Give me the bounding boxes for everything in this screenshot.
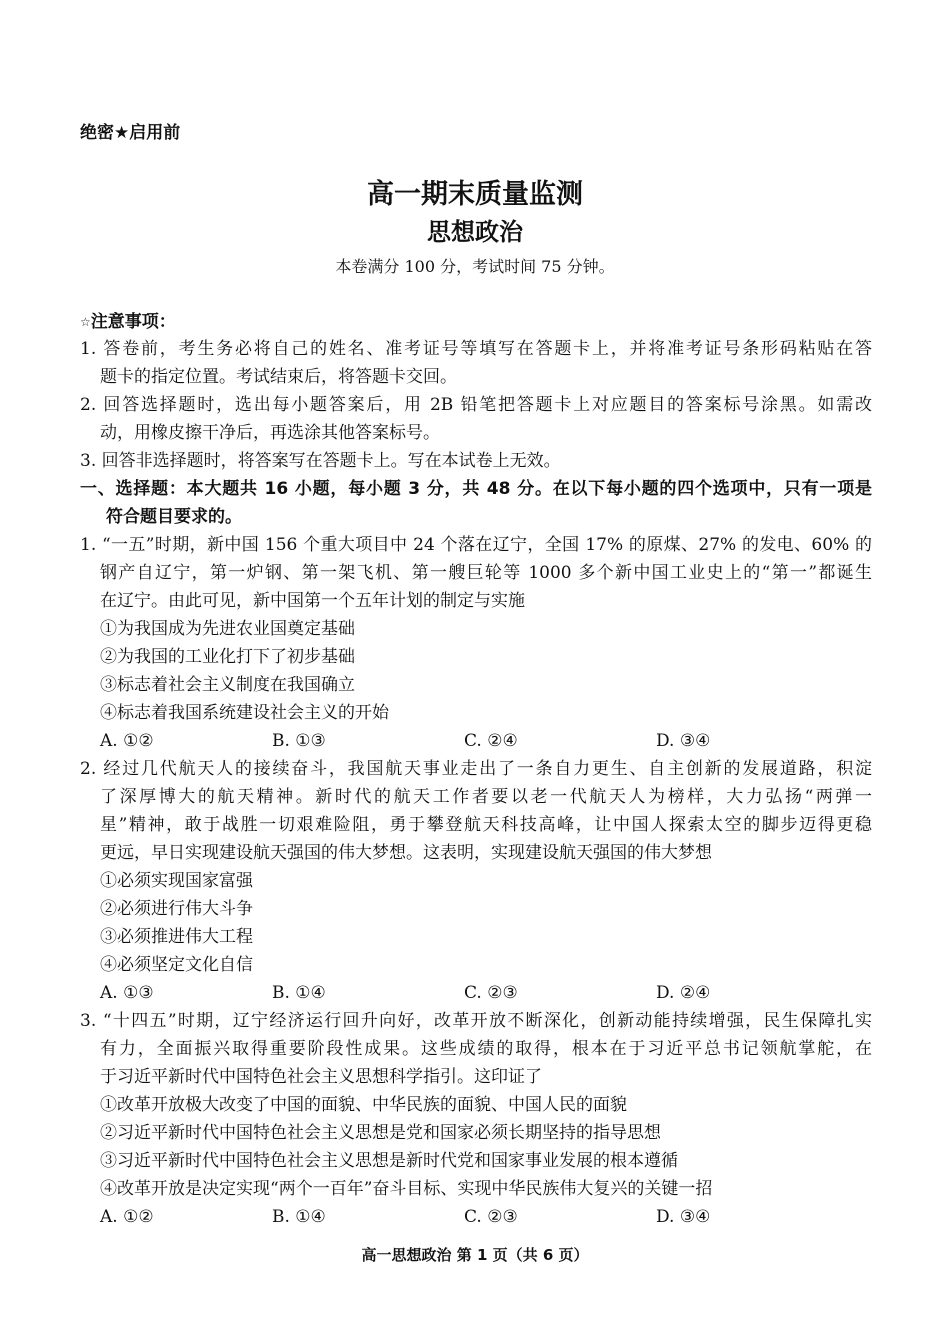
question-1-item: ④标志着我国系统建设社会主义的开始 bbox=[100, 703, 389, 723]
note-1: 1. 答卷前，考生务必将自己的姓名、准考证号等填写在答题卡上，并将准考证号条形码粘贴在答 bbox=[80, 339, 872, 359]
question-2-item: ②必须进行伟大斗争 bbox=[100, 899, 253, 919]
question-2-text: 2. 经过几代航天人的接续奋斗，我国航天事业走出了一条自力更生、自主创新的发展道路，积淀 bbox=[80, 759, 872, 779]
exam-info: 本卷满分 100 分，考试时间 75 分钟。 bbox=[335, 257, 615, 276]
question-3-item: ④改革开放是决定实现“两个一百年”奋斗目标、实现中华民族伟大复兴的关键一招 bbox=[100, 1179, 713, 1199]
question-2-options bbox=[100, 979, 800, 1007]
section-heading-cont: 符合题目要求的。 bbox=[106, 507, 242, 527]
question-2-text: 了深厚博大的航天精神。新时代的航天工作者要以老一代航天人为榜样，大力弘扬“两弹一 bbox=[100, 787, 872, 807]
option-c: C. ②③ bbox=[464, 983, 518, 1003]
question-1-item: ③标志着社会主义制度在我国确立 bbox=[100, 675, 355, 695]
note-2-cont: 动，用橡皮擦干净后，再选涂其他答案标号。 bbox=[100, 423, 440, 443]
note-1-cont: 题卡的指定位置。考试结束后，将答题卡交回。 bbox=[100, 367, 457, 387]
question-3-options bbox=[100, 1203, 800, 1231]
option-a: A. ①③ bbox=[100, 983, 154, 1003]
star-icon: ☆ bbox=[80, 315, 91, 329]
option-b: B. ①④ bbox=[272, 1207, 326, 1227]
question-1-text: 1. “一五”时期，新中国 156 个重大项目中 24 个落在辽宁，全国 17% 的原煤、27% 的发电、60% 的 bbox=[80, 535, 872, 555]
exam-title: 高一期末质量监测 bbox=[367, 179, 583, 210]
option-b: B. ①④ bbox=[272, 983, 326, 1003]
question-3-item: ①改革开放极大改变了中国的面貌、中华民族的面貌、中国人民的面貌 bbox=[100, 1095, 627, 1115]
page-footer: 高一思想政治 第 1 页（共 6 页） bbox=[361, 1246, 589, 1264]
question-1-item: ①为我国成为先进农业国奠定基础 bbox=[100, 619, 355, 639]
option-c: C. ②④ bbox=[464, 731, 518, 751]
question-1-text: 钢产自辽宁，第一炉钢、第一架飞机、第一艘巨轮等 1000 多个新中国工业史上的“第一”都诞生 bbox=[100, 563, 872, 583]
question-3-text: 3. “十四五”时期，辽宁经济运行回升向好，改革开放不断深化，创新动能持续增强，民生保障扎实 bbox=[80, 1011, 872, 1031]
option-c: C. ②③ bbox=[464, 1207, 518, 1227]
question-3-text: 于习近平新时代中国特色社会主义思想科学指引。这印证了 bbox=[100, 1067, 542, 1087]
question-3-text: 有力，全面振兴取得重要阶段性成果。这些成绩的取得，根本在于习近平总书记领航掌舵，在 bbox=[100, 1039, 872, 1059]
subject-title: 思想政治 bbox=[427, 218, 523, 246]
question-2-item: ③必须推进伟大工程 bbox=[100, 927, 253, 947]
option-d: D. ③④ bbox=[656, 1207, 711, 1227]
question-1-item: ②为我国的工业化打下了初步基础 bbox=[100, 647, 355, 667]
question-2-item: ④必须坚定文化自信 bbox=[100, 955, 253, 975]
confidential-label: 绝密★启用前 bbox=[80, 123, 181, 143]
note-2: 2. 回答选择题时，选出每小题答案后，用 2B 铅笔把答题卡上对应题目的答案标号涂黑。如需改 bbox=[80, 395, 872, 415]
question-1-options bbox=[100, 727, 800, 755]
option-d: D. ②④ bbox=[656, 983, 711, 1003]
question-2-item: ①必须实现国家富强 bbox=[100, 871, 253, 891]
option-b: B. ①③ bbox=[272, 731, 326, 751]
notes-heading: ☆注意事项： bbox=[80, 312, 176, 332]
question-1-text: 在辽宁。由此可见，新中国第一个五年计划的制定与实施 bbox=[100, 591, 525, 611]
question-3-item: ②习近平新时代中国特色社会主义思想是党和国家必须长期坚持的指导思想 bbox=[100, 1123, 661, 1143]
option-a: A. ①② bbox=[100, 731, 154, 751]
note-3: 3. 回答非选择题时，将答案写在答题卡上。写在本试卷上无效。 bbox=[80, 451, 561, 471]
section-heading: 一、选择题：本大题共 16 小题，每小题 3 分，共 48 分。在以下每小题的四个选项中，只有一项是 bbox=[80, 479, 872, 499]
option-d: D. ③④ bbox=[656, 731, 711, 751]
question-3-item: ③习近平新时代中国特色社会主义思想是新时代党和国家事业发展的根本遵循 bbox=[100, 1151, 678, 1171]
question-2-text: 更远，早日实现建设航天强国的伟大梦想。这表明，实现建设航天强国的伟大梦想 bbox=[100, 843, 712, 863]
option-a: A. ①② bbox=[100, 1207, 154, 1227]
question-2-text: 星”精神，敢于战胜一切艰难险阻，勇于攀登航天科技高峰，让中国人探索太空的脚步迈得更稳 bbox=[100, 815, 872, 835]
